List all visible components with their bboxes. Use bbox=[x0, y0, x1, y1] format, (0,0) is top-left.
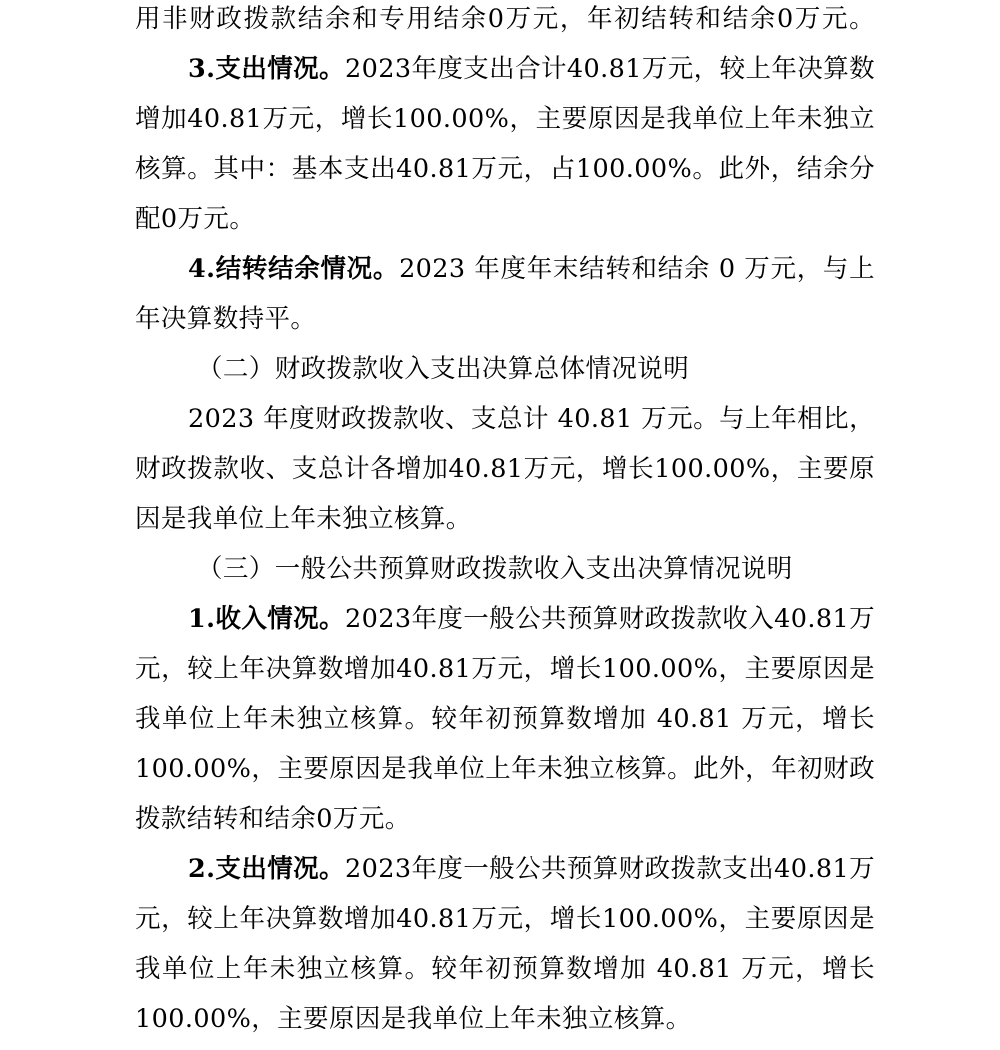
paragraph-line bbox=[188, 50, 875, 100]
section-title-text: （三）一般公共预算财政拨款收入支出决算情况说明 bbox=[197, 554, 793, 584]
paragraph-line bbox=[135, 950, 875, 1000]
paragraph-text: 元，较上年决算数增加40.81万元，增长100.00%，主要原因是 bbox=[135, 654, 875, 684]
paragraph-text: 100.00%，主要原因是我单位上年未独立核算。 bbox=[135, 1004, 692, 1034]
paragraph-text: 年决算数持平。 bbox=[135, 304, 317, 334]
paragraph-text: 2023年度支出合计40.81万元，较上年决算数 bbox=[344, 54, 876, 84]
paragraph-line bbox=[135, 500, 472, 550]
section-title bbox=[197, 350, 689, 400]
paragraph-text: 元，较上年决算数增加40.81万元，增长100.00%，主要原因是 bbox=[135, 904, 875, 934]
paragraph-line bbox=[135, 0, 875, 50]
paragraph-line bbox=[188, 600, 875, 650]
section-title-text: （二）财政拨款收入支出决算总体情况说明 bbox=[197, 354, 690, 384]
paragraph-line bbox=[135, 300, 316, 350]
paragraph-line bbox=[135, 900, 875, 950]
section-title bbox=[197, 550, 793, 600]
paragraph-heading: 2.支出情况。 bbox=[188, 854, 345, 884]
paragraph-text: 2023年度一般公共预算财政拨款收入40.81万 bbox=[344, 604, 876, 634]
paragraph-text: 因是我单位上年未独立核算。 bbox=[135, 504, 472, 534]
paragraph-text: 2023 年度财政拨款收、支总计 40.81 万元。与上年相比， bbox=[188, 404, 875, 434]
paragraph-heading: 3.支出情况。 bbox=[188, 54, 345, 84]
paragraph-text: 用非财政拨款结余和专用结余0万元，年初结转和结余0万元。 bbox=[135, 4, 875, 34]
paragraph-heading: 1.收入情况。 bbox=[188, 604, 345, 634]
paragraph-line bbox=[188, 850, 875, 900]
paragraph-text: 配0万元。 bbox=[135, 204, 256, 234]
paragraph-text: 2023 年度年末结转和结余 0 万元，与上 bbox=[399, 254, 875, 284]
paragraph-text: 2023年度一般公共预算财政拨款支出40.81万 bbox=[344, 854, 876, 884]
paragraph-heading: 4.结转结余情况。 bbox=[188, 254, 400, 284]
paragraph-line bbox=[135, 800, 411, 850]
paragraph-text: 财政拨款收、支总计各增加40.81万元，增长100.00%，主要原 bbox=[135, 454, 875, 484]
paragraph-line bbox=[135, 100, 875, 150]
paragraph-line bbox=[188, 400, 875, 450]
paragraph-line bbox=[135, 1000, 692, 1050]
paragraph-text: 拨款结转和结余0万元。 bbox=[135, 804, 411, 834]
paragraph-line bbox=[135, 450, 875, 500]
paragraph-line bbox=[135, 650, 875, 700]
paragraph-line bbox=[135, 150, 875, 200]
paragraph-line bbox=[135, 200, 255, 250]
paragraph-text: 核算。其中：基本支出40.81万元，占100.00%。此外，结余分 bbox=[135, 154, 875, 184]
paragraph-text: 我单位上年未独立核算。较年初预算数增加 40.81 万元，增长 bbox=[135, 954, 875, 984]
paragraph-line bbox=[135, 700, 875, 750]
paragraph-text: 增加40.81万元，增长100.00%，主要原因是我单位上年未独立 bbox=[135, 104, 875, 134]
paragraph-text: 我单位上年未独立核算。较年初预算数增加 40.81 万元，增长 bbox=[135, 704, 875, 734]
paragraph-line bbox=[188, 250, 875, 300]
paragraph-text: 100.00%，主要原因是我单位上年未独立核算。此外，年初财政 bbox=[135, 754, 875, 784]
paragraph-line bbox=[135, 750, 875, 800]
